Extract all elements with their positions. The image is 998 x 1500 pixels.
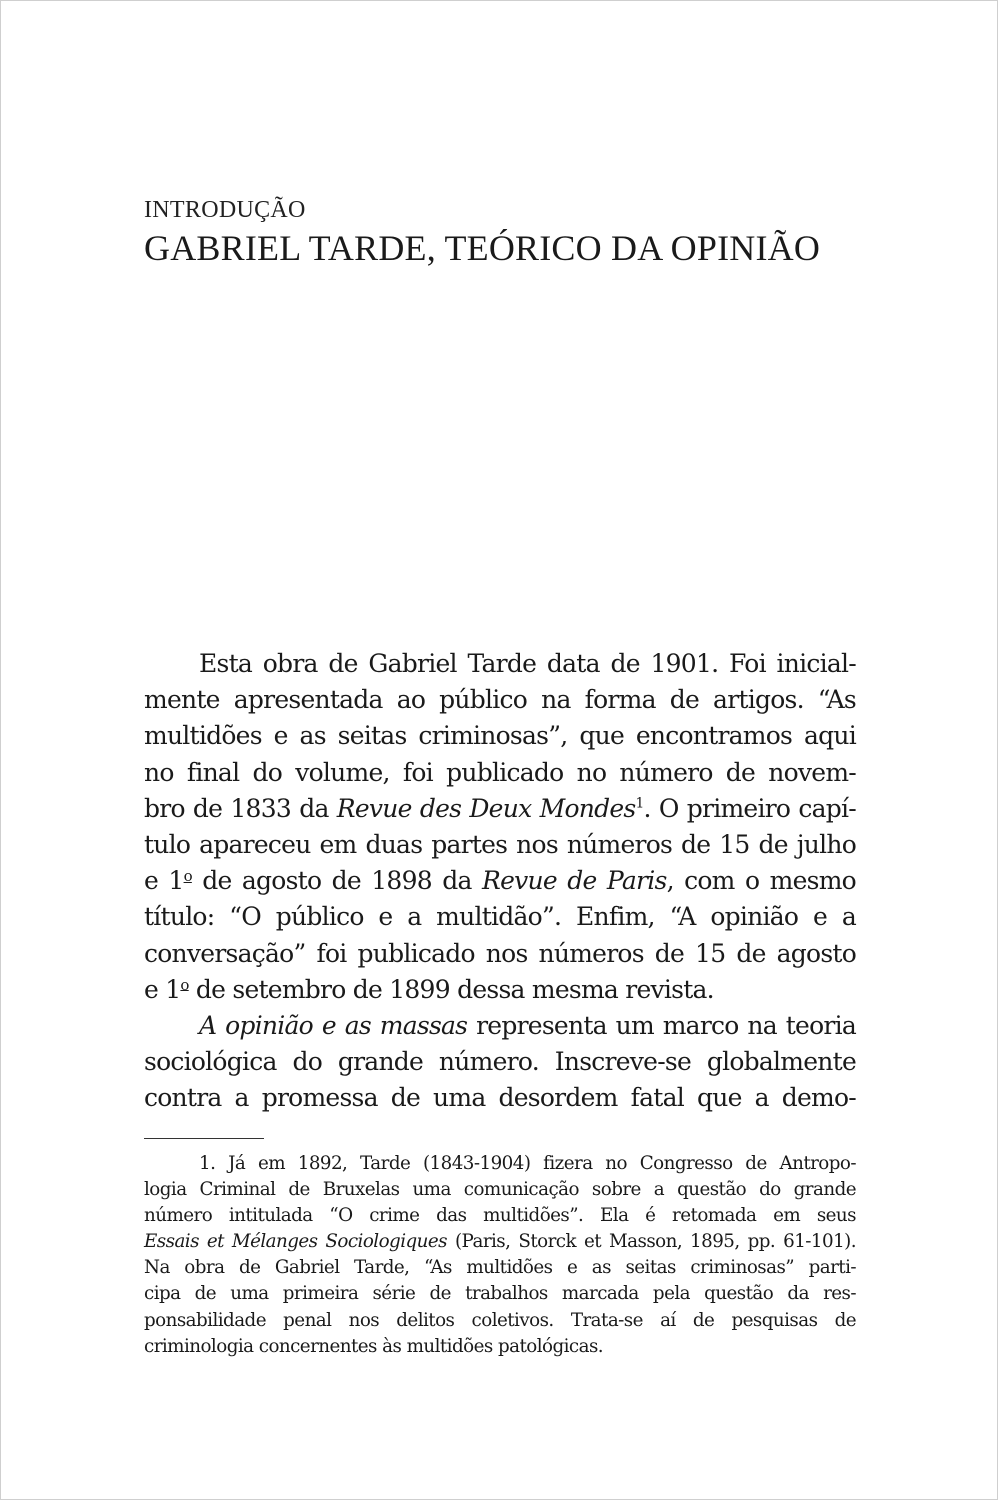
footnote (144, 1151, 856, 1360)
body-line: Esta obra de Gabriel Tarde data de 1901. Foi inicial- (199, 649, 856, 678)
body-line: sociológica do grande número. Inscreve-se globalmente (144, 1047, 856, 1077)
body-line (144, 1008, 856, 1044)
ordinal-marker: o (183, 866, 192, 885)
body-line: conversação” foi publicado nos números de 15 de agosto (144, 938, 856, 968)
body-text (144, 646, 856, 1116)
book-title: A opinião e as massas (199, 1010, 468, 1040)
text-run: bro de 1833 da (144, 793, 337, 823)
body-line: título: “O público e a multidão”. Enfim, “A opinião e a (144, 902, 856, 932)
body-line: contra a promessa de uma desordem fatal que a demo- (144, 1083, 856, 1113)
body-line: mente apresentada ao público na forma de artigos. “As (144, 685, 856, 715)
footnote-line: Na obra de Gabriel Tarde, “As multidões e as seitas criminosas” parti- (144, 1257, 856, 1279)
body-line: multidões e as seitas criminosas”, que encontramos aqui (144, 721, 856, 751)
text-run: (Paris, Storck et Masson, 1895, pp. 61-101). (447, 1231, 856, 1253)
footnote-line: número intitulada “O crime das multidões”. Ela é retomada em seus (144, 1205, 856, 1227)
footnote-line: ponsabilidade penal nos delitos coletivos. Trata-se aí de pesquisas de (144, 1309, 856, 1331)
chapter-label: INTRODUÇÃO (144, 197, 306, 223)
ordinal-marker: o (180, 975, 189, 994)
footnote-line (144, 1229, 856, 1255)
body-line (144, 791, 856, 827)
text-run: , com o mesmo (666, 866, 856, 896)
book-title: Essais et Mélanges Sociologiques (144, 1231, 447, 1253)
text-run: . O primeiro capí- (643, 793, 856, 823)
footnote-line: criminologia concernentes às multidões patológicas. (144, 1335, 604, 1357)
body-line: no final do volume, foi publicado no número de novem- (144, 757, 856, 787)
footnote-line: logia Criminal de Bruxelas uma comunicação sobre a questão do grande (144, 1179, 856, 1201)
journal-title: Revue de Paris (482, 866, 667, 896)
text-run: de setembro de 1899 dessa mesma revista. (188, 974, 714, 1004)
body-line (144, 972, 856, 1008)
footnote-line: cipa de uma primeira série de trabalhos marcada pela questão da res- (144, 1283, 856, 1305)
text-run: representa um marco na teoria (467, 1010, 857, 1040)
chapter-title: GABRIEL TARDE, TEÓRICO DA OPINIÃO (144, 228, 821, 268)
text-run: e 1 (144, 866, 184, 896)
body-line (144, 863, 856, 899)
footnote-ref[interactable]: 1 (635, 795, 644, 812)
footnote-line: 1. Já em 1892, Tarde (1843-1904) fizera no Congresso de Antropo- (199, 1153, 856, 1174)
text-run: e 1 (144, 974, 181, 1004)
text-run: de agosto de 1898 da (191, 866, 483, 896)
journal-title: Revue des Deux Mondes (336, 793, 636, 823)
footnote-divider (144, 1138, 264, 1139)
body-line: tulo apareceu em duas partes nos números de 15 de julho (144, 829, 856, 859)
